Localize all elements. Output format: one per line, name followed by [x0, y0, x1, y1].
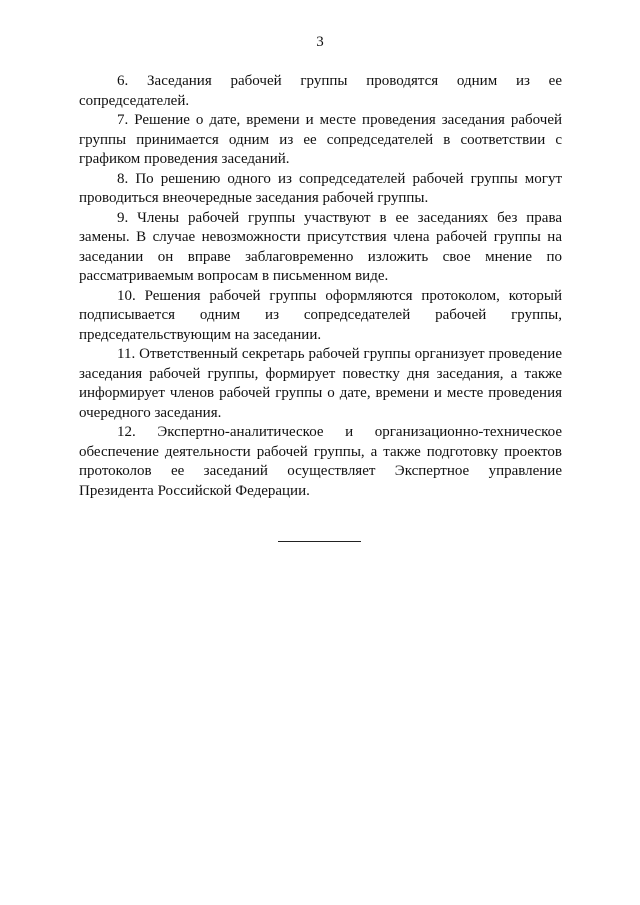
paragraph-12: 12. Экспертно-аналитическое и организационно-техническое обеспечение деятельности рабочей группы, а также подготовку проектов протоколов ее заседаний осуществляет Экспертное управление Президента Российской Федерации.: [79, 424, 562, 499]
paragraph-7: 7. Решение о дате, времени и месте проведения заседания рабочей группы принимается одним из ее сопредседателей в соответствии с графиком проведения заседаний.: [79, 112, 562, 167]
paragraph-8: 8. По решению одного из сопредседателей рабочей группы могут проводиться внеочередные заседания рабочей группы.: [79, 170, 562, 206]
paragraph-10: 10. Решения рабочей группы оформляются протоколом, который подписывается одним из сопредседателей рабочей группы, председательствующим на заседании.: [79, 287, 562, 343]
page-number: 3: [316, 34, 324, 50]
end-divider: [278, 541, 361, 542]
paragraph-11: 11. Ответственный секретарь рабочей группы организует проведение заседания рабочей группы, формирует повестку дня заседания, а также информирует членов рабочей группы о дате, времени и месте проведения очередного заседания.: [79, 346, 562, 421]
document-body: [79, 72, 562, 501]
paragraph-6: 6. Заседания рабочей группы проводятся одним из ее сопредседателей.: [79, 73, 562, 109]
paragraph-9: 9. Члены рабочей группы участвуют в ее заседаниях без права замены. В случае невозможности присутствия члена рабочей группы на заседании он вправе заблаговременно изложить свое мнение по рассматриваемым вопросам в письменном виде.: [79, 209, 562, 284]
